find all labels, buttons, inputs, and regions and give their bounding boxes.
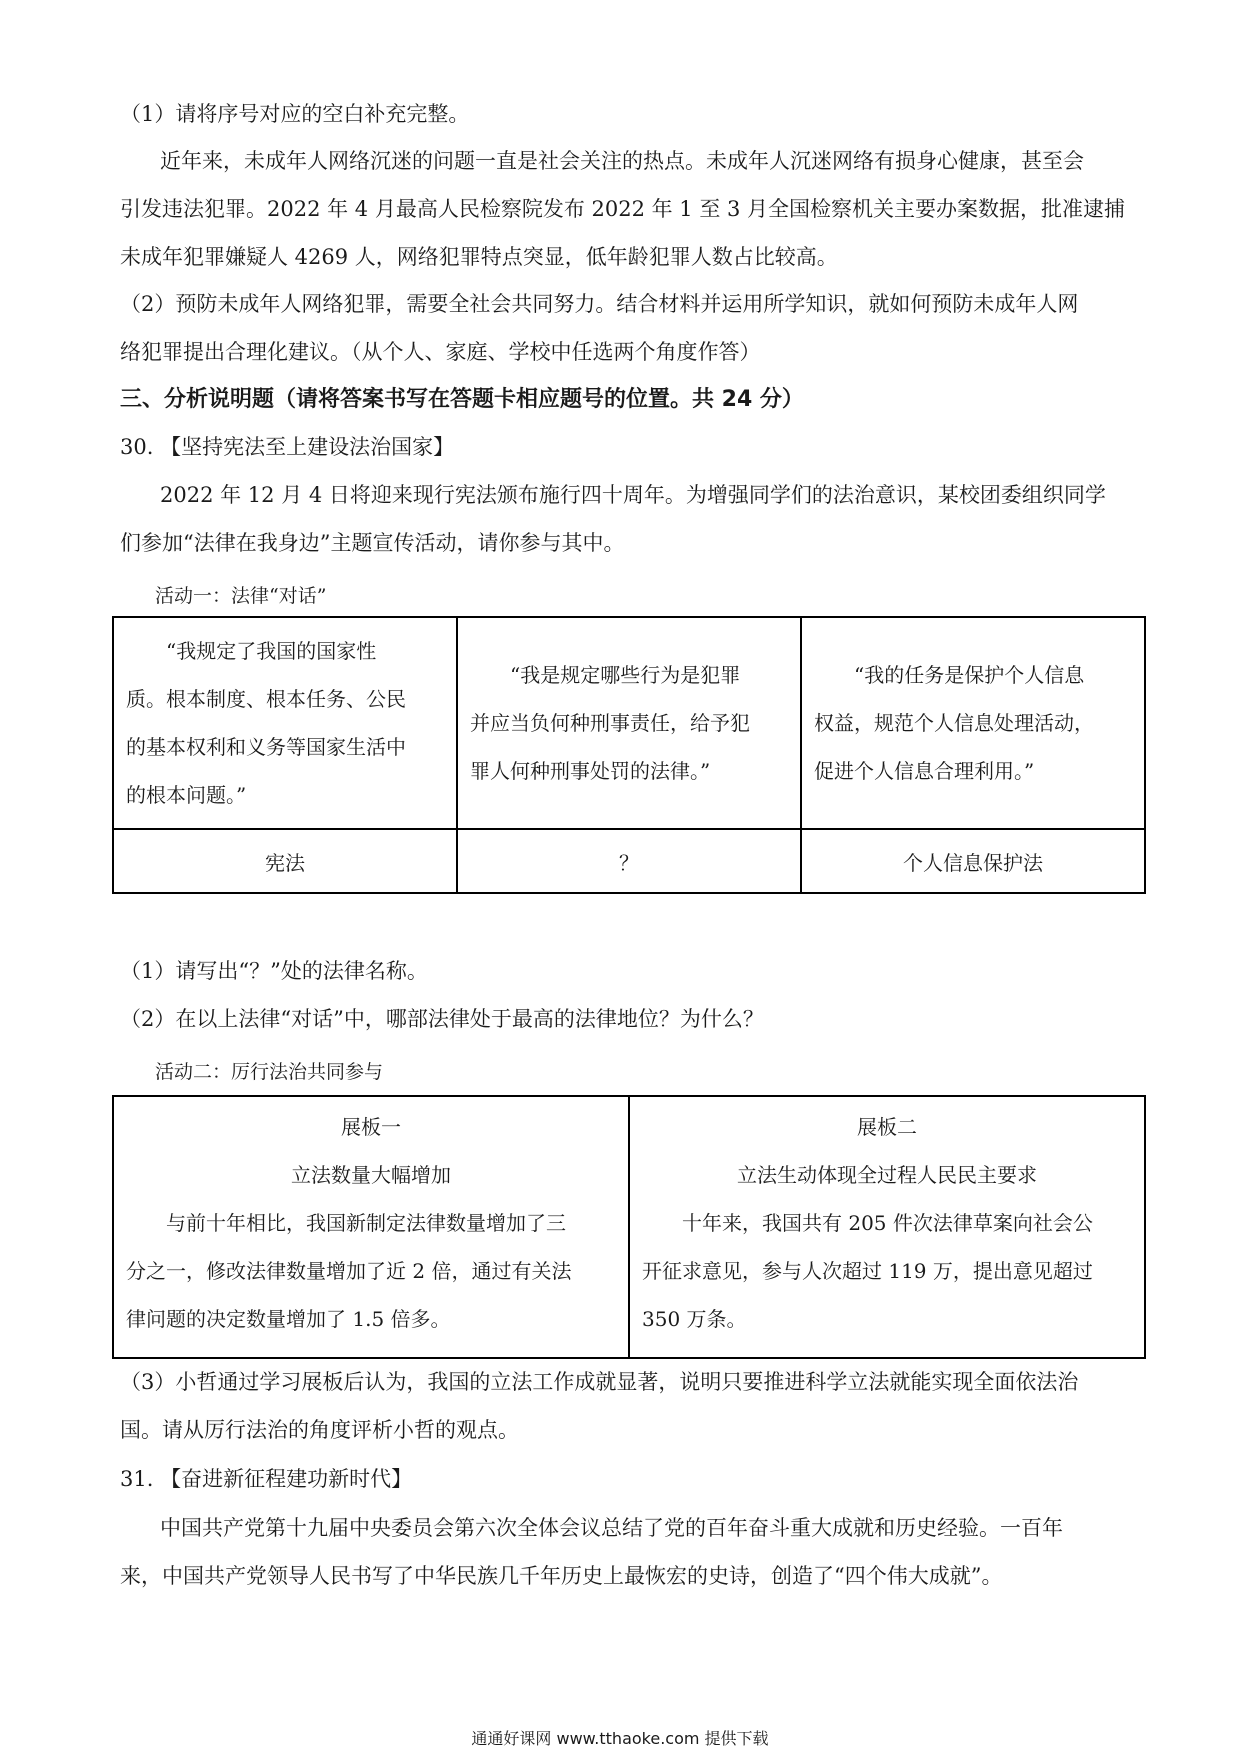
question-1-prompt: （1）请将序号对应的空白补充完整。 [120,102,470,126]
paragraph-line: 引发违法犯罪。2022 年 4 月最高人民检察院发布 2022 年 1 至 3 月全国检察机关主要办案数据，批准逮捕 [120,197,1126,221]
paragraph-line: 未成年犯罪嫌疑人 4269 人，网络犯罪特点突显，低年龄犯罪人数占比较高。 [120,245,838,269]
law-name-cell: 个人信息保护法 [801,829,1145,893]
paragraph-line: 2022 年 12 月 4 日将迎来现行宪法颁布施行四十周年。为增强同学们的法治意识，某校团委组织同学 [160,483,1106,507]
question-30-2: （2）在以上法律“对话”中，哪部法律处于最高的法律地位？为什么？ [120,1007,764,1031]
privacy-law-quote-cell [801,617,1145,829]
board-title: 立法数量大幅增加 [291,1163,451,1187]
question-2-prompt: 络犯罪提出合理化建议。（从个人、家庭、学校中任选两个角度作答） [120,340,761,364]
law-name-cell: 宪法 [113,829,457,893]
board-label: 展板一 [341,1115,401,1139]
board-title: 立法生动体现全过程人民民主要求 [737,1163,1037,1187]
page-footer: 通通好课网 www.tthaoke.com 提供下载 [471,1729,769,1748]
quote-line: “我是规定哪些行为是犯罪 [510,663,741,687]
board-line: 十年来，我国共有 205 件次法律草案向社会公 [682,1211,1093,1235]
criminal-law-quote-cell [457,617,801,829]
question-2-prompt: （2）预防未成年人网络犯罪，需要全社会共同努力。结合材料并运用所学知识，就如何预防未成年人网 [120,292,1079,316]
law-name-cell: ？ [457,829,801,893]
activity-1-label: 活动一：法律“对话” [155,585,327,607]
paragraph-line: 中国共产党第十九届中央委员会第六次全体会议总结了党的百年奋斗重大成就和历史经验。一百年 [160,1516,1063,1540]
constitution-quote-cell [113,617,457,829]
quote-line: 促进个人信息合理利用。” [814,759,1035,783]
quote-line: 质。根本制度、根本任务、公民 [126,687,406,711]
board-line: 开征求意见，参与人次超过 119 万，提出意见超过 [642,1259,1093,1283]
quote-line: 并应当负何种刑事责任，给予犯 [470,711,750,735]
board-line: 分之一，修改法律数量增加了近 2 倍，通过有关法 [126,1259,572,1283]
board-2-cell [629,1096,1145,1358]
quote-line: 的基本权利和义务等国家生活中 [126,735,406,759]
paragraph-line: 来，中国共产党领导人民书写了中华民族几千年历史上最恢宏的史诗，创造了“四个伟大成就”。 [120,1564,1003,1588]
question-30-heading: 30. 【坚持宪法至上建设法治国家】 [120,435,455,459]
exhibit-boards-table [112,1095,1146,1359]
question-31-heading: 31. 【奋进新征程建功新时代】 [120,1467,413,1491]
law-dialogue-table [112,616,1146,894]
quote-line: 罪人何种刑事处罚的法律。” [470,759,711,783]
question-30-3: （3）小哲通过学习展板后认为，我国的立法工作成就显著，说明只要推进科学立法就能实现全面依法治 [120,1370,1079,1394]
paragraph-line: 近年来，未成年人网络沉迷的问题一直是社会关注的热点。未成年人沉迷网络有损身心健康，甚至会 [160,149,1084,173]
quote-line: 的根本问题。” [126,783,247,807]
board-line: 350 万条。 [642,1307,747,1331]
quote-line: “我规定了我国的国家性 [166,639,377,663]
section-title: 三、分析说明题（请将答案书写在答题卡相应题号的位置。共 24 分） [120,387,804,412]
activity-2-label: 活动二：厉行法治共同参与 [155,1061,384,1083]
question-30-1: （1）请写出“？”处的法律名称。 [120,959,428,983]
paragraph-line: 们参加“法律在我身边”主题宣传活动，请你参与其中。 [120,531,625,555]
quote-line: “我的任务是保护个人信息 [854,663,1085,687]
board-label: 展板二 [857,1115,917,1139]
board-line: 律问题的决定数量增加了 1.5 倍多。 [126,1307,451,1331]
question-30-3: 国。请从厉行法治的角度评析小哲的观点。 [120,1418,519,1442]
quote-line: 权益，规范个人信息处理活动， [814,711,1094,735]
board-1-cell [113,1096,629,1358]
board-line: 与前十年相比，我国新制定法律数量增加了三 [166,1211,566,1235]
